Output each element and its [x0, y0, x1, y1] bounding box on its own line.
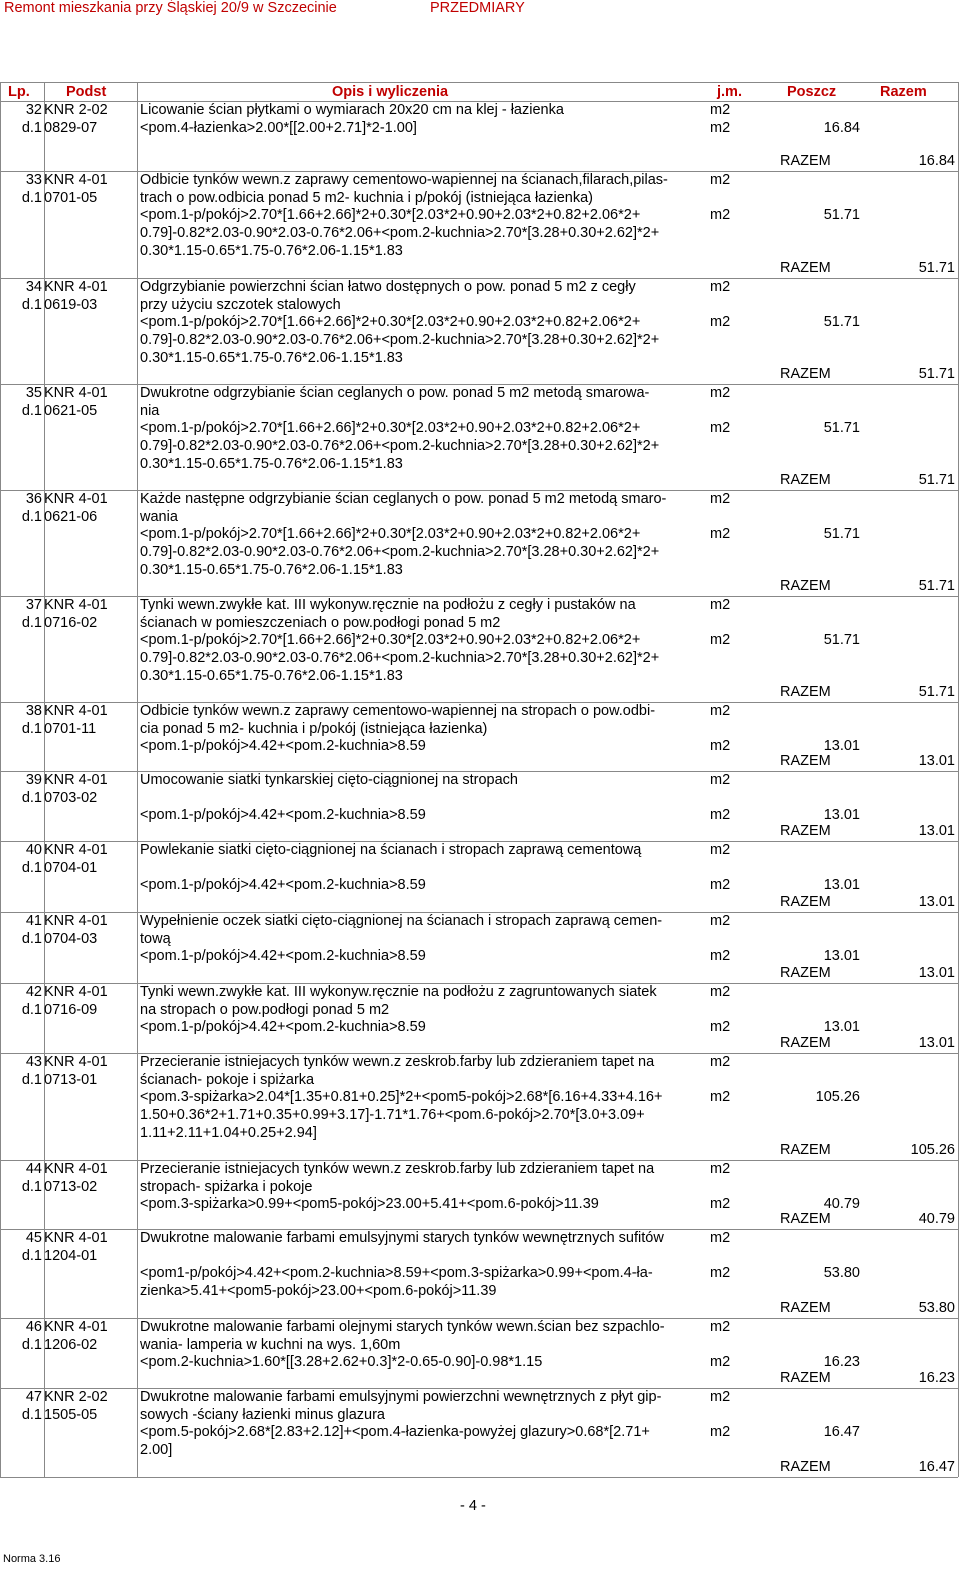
row-number	[2, 1319, 42, 1354]
total-label: RAZEM	[780, 1142, 831, 1159]
table-row	[0, 772, 960, 842]
row-lp-suffix: d.1	[21, 508, 42, 525]
catalog-position: 0829-07	[44, 119, 98, 136]
calculation-line: 0.30*1.15-0.65*1.75-0.76*2.06-1.15*1.83	[140, 455, 403, 472]
unit: m2	[710, 913, 731, 929]
table-row	[0, 279, 960, 385]
row-lp: 44	[25, 1161, 42, 1177]
calculation-line: 0.30*1.15-0.65*1.75-0.76*2.06-1.15*1.83	[140, 561, 403, 578]
calc-unit: m2	[710, 526, 731, 543]
calc-unit: m2	[710, 314, 731, 331]
row-lp: 46	[25, 1319, 42, 1335]
calculation-line: <pom.1-p/pokój>2.70*[1.66+2.66]*2+0.30*[2.03*2+0.90+2.03*2+0.82+2.06*2+	[140, 314, 641, 331]
description	[140, 913, 706, 966]
catalog-basis: KNR 4-01	[44, 842, 108, 858]
unit: m2	[710, 385, 731, 401]
unit: m2	[710, 1319, 731, 1335]
row-lp: 41	[25, 913, 42, 929]
description	[140, 172, 706, 260]
row-lp: 43	[25, 1054, 42, 1070]
catalog-code	[44, 913, 136, 948]
catalog-basis: KNR 4-01	[44, 172, 108, 188]
catalog-position: 0704-01	[44, 859, 98, 876]
row-lp-suffix: d.1	[21, 614, 42, 631]
partial-quantity: 53.80	[823, 1265, 860, 1282]
description	[140, 1161, 706, 1214]
calc-unit: m2	[710, 948, 731, 965]
calculation-line: <pom.1-p/pokój>2.70*[1.66+2.66]*2+0.30*[2.03*2+0.90+2.03*2+0.82+2.06*2+	[140, 526, 641, 543]
total-label: RAZEM	[780, 1211, 831, 1228]
total-label: RAZEM	[780, 894, 831, 911]
row-number	[2, 279, 42, 314]
row-lp: 45	[25, 1230, 42, 1246]
catalog-code	[44, 1054, 136, 1089]
row-lp: 36	[25, 491, 42, 507]
description	[140, 1230, 706, 1301]
catalog-code	[44, 597, 136, 632]
catalog-basis: KNR 4-01	[44, 491, 108, 507]
total-value: 51.71	[918, 472, 955, 489]
row-lp-suffix: d.1	[21, 1406, 42, 1423]
catalog-position: 0703-02	[44, 789, 98, 806]
description-line: Odbicie tynków wewn.z zaprawy cementowo-wapiennej na stropach o pow.odbi-	[140, 703, 656, 719]
row-lp-suffix: d.1	[21, 930, 42, 947]
partial-quantity: 51.71	[823, 207, 860, 224]
document-type: PRZEDMIARY	[430, 0, 525, 16]
description-line: stropach- spiżarka i pokoje	[140, 1178, 313, 1195]
partial-quantity: 105.26	[815, 1089, 860, 1106]
description	[140, 597, 706, 685]
row-number	[2, 597, 42, 632]
table-row	[0, 842, 960, 913]
row-lp: 40	[25, 842, 42, 858]
partial-quantity: 16.47	[823, 1424, 860, 1441]
total-value: 16.23	[918, 1370, 955, 1387]
calc-unit: m2	[710, 1196, 731, 1213]
row-lp: 47	[25, 1389, 42, 1405]
catalog-code	[44, 279, 136, 314]
description	[140, 491, 706, 579]
calculation-line: <pom.1-p/pokój>4.42+<pom.2-kuchnia>8.59	[140, 738, 426, 755]
row-number	[2, 842, 42, 877]
calc-unit: m2	[710, 877, 731, 894]
unit: m2	[710, 102, 731, 118]
table-row	[0, 385, 960, 491]
unit: m2	[710, 1161, 731, 1177]
total-value: 51.71	[918, 366, 955, 383]
description	[140, 1319, 706, 1372]
row-lp: 38	[25, 703, 42, 719]
calculation-line: 1.11+2.11+1.04+0.25+2.94]	[140, 1124, 317, 1141]
partial-quantity: 13.01	[823, 1019, 860, 1036]
description-line: sowych -ściany łazienki minus glazura	[140, 1406, 385, 1423]
catalog-basis: KNR 4-01	[44, 279, 108, 295]
row-lp: 42	[25, 984, 42, 1000]
table-row	[0, 1054, 960, 1161]
catalog-basis: KNR 4-01	[44, 597, 108, 613]
catalog-basis: KNR 4-01	[44, 1161, 108, 1177]
catalog-basis: KNR 4-01	[44, 385, 108, 401]
table-row	[0, 597, 960, 703]
catalog-basis: KNR 4-01	[44, 913, 108, 929]
calculation-line: <pom.1-p/pokój>2.70*[1.66+2.66]*2+0.30*[2.03*2+0.90+2.03*2+0.82+2.06*2+	[140, 207, 641, 224]
column-header-row	[0, 82, 960, 102]
catalog-basis: KNR 4-01	[44, 1230, 108, 1246]
total-label: RAZEM	[780, 1035, 831, 1052]
catalog-position: 0701-05	[44, 189, 98, 206]
total-label: RAZEM	[780, 823, 831, 840]
calc-unit: m2	[710, 1265, 731, 1282]
calculation-line: 0.79]-0.82*2.03-0.90*2.03-0.76*2.06+<pom.2-kuchnia>2.70*[3.28+0.30+2.62]*2+	[140, 438, 660, 455]
description-line: Tynki wewn.zwykłe kat. III wykonyw.ręcznie na podłożu z zagruntowanych siatek	[140, 984, 657, 1000]
unit: m2	[710, 597, 731, 613]
calculation-line: 1.50+0.36*2+1.71+0.35+0.99+3.17]-1.71*1.76+<pom.6-pokój>2.70*[3.0+3.09+	[140, 1107, 645, 1124]
total-label: RAZEM	[780, 965, 831, 982]
description	[140, 1389, 706, 1460]
total-value: 40.79	[918, 1211, 955, 1228]
calc-unit: m2	[710, 1424, 731, 1441]
row-number	[2, 102, 42, 137]
row-number	[2, 913, 42, 948]
row-lp-suffix: d.1	[21, 1001, 42, 1018]
calculation-line: 0.30*1.15-0.65*1.75-0.76*2.06-1.15*1.83	[140, 667, 403, 684]
table-row	[0, 1230, 960, 1319]
total-value: 53.80	[918, 1300, 955, 1317]
calculation-line: <pom.3-spiżarka>2.04*[1.35+0.81+0.25]*2+<pom5-pokój>2.68*[6.16+4.33+4.16+	[140, 1089, 663, 1106]
unit: m2	[710, 772, 731, 788]
total-value: 13.01	[918, 1035, 955, 1052]
partial-quantity: 13.01	[823, 738, 860, 755]
row-lp: 32	[25, 102, 42, 118]
total-value: 13.01	[918, 965, 955, 982]
description-line: Dwukrotne malowanie farbami olejnymi starych tynków wewn.ścian bez szpachlo-	[140, 1319, 665, 1335]
table-row	[0, 172, 960, 279]
total-label: RAZEM	[780, 260, 831, 277]
description-line: Dwukrotne malowanie farbami emulsyjnymi powierzchni wewnętrznych z płyt gip-	[140, 1389, 662, 1405]
row-lp-suffix: d.1	[21, 296, 42, 313]
row-number	[2, 1230, 42, 1265]
col-opis: Opis i wyliczenia	[332, 84, 449, 100]
catalog-position: 0619-03	[44, 296, 98, 313]
project-title: Remont mieszkania przy Śląskiej 20/9 w Szczecinie	[4, 0, 337, 16]
catalog-position: 0716-02	[44, 614, 98, 631]
description-line: Każde następne odgrzybianie ścian ceglanych o pow. ponad 5 m2 metodą smaro-	[140, 491, 667, 507]
description-line: Wypełnienie oczek siatki cięto-ciągnionej na ścianach i stropach zaprawą cemen-	[140, 913, 663, 929]
partial-quantity: 51.71	[823, 632, 860, 649]
row-divider	[0, 82, 958, 83]
row-lp: 39	[25, 772, 42, 788]
partial-quantity: 40.79	[823, 1196, 860, 1213]
calculation-line: <pom1-p/pokój>4.42+<pom.2-kuchnia>8.59+<pom.3-spiżarka>0.99+<pom.4-ła-	[140, 1265, 653, 1282]
calculation-line: <pom.5-pokój>2.68*[2.83+2.12]+<pom.4-łazienka-powyżej glazury>0.68*[2.71+	[140, 1424, 650, 1441]
row-lp-suffix: d.1	[21, 1247, 42, 1264]
row-lp: 33	[25, 172, 42, 188]
total-label: RAZEM	[780, 472, 831, 489]
catalog-position: 0701-11	[44, 720, 97, 737]
catalog-position: 0621-05	[44, 402, 98, 419]
description-line: Dwukrotne malowanie farbami emulsyjnymi starych tynków wewnętrznych sufitów	[140, 1230, 664, 1246]
catalog-basis: KNR 2-02	[44, 1389, 108, 1405]
row-lp-suffix: d.1	[21, 189, 42, 206]
description-line: Tynki wewn.zwykłe kat. III wykonyw.ręcznie na podłożu z cegły i pustaków na	[140, 597, 636, 613]
calc-unit: m2	[710, 807, 731, 824]
calculation-line: <pom.1-p/pokój>4.42+<pom.2-kuchnia>8.59	[140, 948, 426, 965]
description	[140, 279, 706, 367]
row-lp-suffix: d.1	[21, 789, 42, 806]
unit: m2	[710, 984, 731, 1000]
description	[140, 102, 706, 137]
catalog-position: 1505-05	[44, 1406, 98, 1423]
table-row	[0, 1319, 960, 1389]
description-line: ścianach w pomieszczeniach o pow.podłogi ponad 5 m2	[140, 614, 501, 631]
total-value: 105.26	[910, 1142, 955, 1159]
unit: m2	[710, 279, 731, 295]
description	[140, 842, 706, 895]
calculation-line: <pom.4-łazienka>2.00*[[2.00+2.71]*2-1.00]	[140, 119, 417, 136]
description-line: Dwukrotne odgrzybianie ścian ceglanych o pow. ponad 5 m2 metodą smarowa-	[140, 385, 650, 401]
total-label: RAZEM	[780, 578, 831, 595]
catalog-basis: KNR 2-02	[44, 102, 108, 118]
calculation-line: zienka>5.41+<pom5-pokój>23.00+<pom.6-pokój>11.39	[140, 1283, 497, 1300]
total-label: RAZEM	[780, 153, 831, 170]
description-line: Odbicie tynków wewn.z zaprawy cementowo-wapiennej na ścianach,filarach,pilas-	[140, 172, 668, 188]
partial-quantity: 13.01	[823, 948, 860, 965]
calculation-line: 0.79]-0.82*2.03-0.90*2.03-0.76*2.06+<pom.2-kuchnia>2.70*[3.28+0.30+2.62]*2+	[140, 225, 660, 242]
partial-quantity: 51.71	[823, 420, 860, 437]
partial-quantity: 16.84	[823, 119, 860, 136]
description	[140, 385, 706, 473]
row-number	[2, 172, 42, 207]
catalog-code	[44, 842, 136, 877]
catalog-basis: KNR 4-01	[44, 1319, 108, 1335]
catalog-code	[44, 1389, 136, 1424]
row-number	[2, 772, 42, 807]
table-row	[0, 491, 960, 597]
total-value: 13.01	[918, 894, 955, 911]
catalog-code	[44, 772, 136, 807]
page-number: - 4 -	[460, 1498, 486, 1514]
description-line: wania- lamperia w kuchni na wys. 1,60m	[140, 1336, 401, 1353]
total-label: RAZEM	[780, 1300, 831, 1317]
calculation-line: <pom.1-p/pokój>2.70*[1.66+2.66]*2+0.30*[2.03*2+0.90+2.03*2+0.82+2.06*2+	[140, 632, 641, 649]
calc-unit: m2	[710, 738, 731, 755]
catalog-code	[44, 102, 136, 137]
catalog-code	[44, 1161, 136, 1196]
description-line: wania	[140, 508, 178, 525]
description	[140, 772, 706, 825]
description-line: nia	[140, 402, 160, 419]
total-label: RAZEM	[780, 1459, 831, 1476]
row-number	[2, 703, 42, 738]
calculation-line: <pom.1-p/pokój>4.42+<pom.2-kuchnia>8.59	[140, 807, 426, 824]
total-value: 13.01	[918, 753, 955, 770]
unit: m2	[710, 842, 731, 858]
description-line: trach o pow.odbicia ponad 5 m2- kuchnia i p/pokój (istniejąca łazienka)	[140, 189, 593, 206]
catalog-code	[44, 984, 136, 1019]
catalog-basis: KNR 4-01	[44, 984, 108, 1000]
description-line	[140, 860, 706, 878]
description-line: Odgrzybianie powierzchni ścian łatwo dostępnych o pow. ponad 5 m2 z cegły	[140, 279, 636, 295]
total-value: 51.71	[918, 684, 955, 701]
col-razem: Razem	[880, 84, 927, 100]
description	[140, 1054, 706, 1142]
calculation-line: <pom.1-p/pokój>2.70*[1.66+2.66]*2+0.30*[2.03*2+0.90+2.03*2+0.82+2.06*2+	[140, 420, 641, 437]
unit: m2	[710, 1054, 731, 1070]
catalog-position: 0621-06	[44, 508, 98, 525]
row-lp-suffix: d.1	[21, 1071, 42, 1088]
catalog-position: 0716-09	[44, 1001, 98, 1018]
calculation-line: 0.79]-0.82*2.03-0.90*2.03-0.76*2.06+<pom.2-kuchnia>2.70*[3.28+0.30+2.62]*2+	[140, 650, 660, 667]
calc-unit: m2	[710, 1089, 731, 1106]
catalog-position: 0713-02	[44, 1178, 98, 1195]
description-line: Licowanie ścian płytkami o wymiarach 20x20 cm na klej - łazienka	[140, 102, 564, 118]
col-poszcz: Poszcz	[787, 84, 837, 100]
total-label: RAZEM	[780, 366, 831, 383]
col-podst: Podst	[66, 84, 107, 100]
catalog-code	[44, 172, 136, 207]
catalog-position: 0713-01	[44, 1071, 98, 1088]
row-lp-suffix: d.1	[21, 720, 42, 737]
catalog-code	[44, 1319, 136, 1354]
row-number	[2, 491, 42, 526]
row-number	[2, 984, 42, 1019]
calc-unit: m2	[710, 420, 731, 437]
description-line: cia ponad 5 m2- kuchnia i p/pokój (istniejąca łazienka)	[140, 720, 488, 737]
description-line: ścianach- pokoje i spiżarka	[140, 1071, 315, 1088]
partial-quantity: 51.71	[823, 314, 860, 331]
row-lp: 37	[25, 597, 42, 613]
row-lp: 34	[25, 279, 42, 295]
row-lp-suffix: d.1	[21, 859, 42, 876]
description-line	[140, 790, 706, 808]
row-lp-suffix: d.1	[21, 402, 42, 419]
row-number	[2, 1054, 42, 1089]
row-lp-suffix: d.1	[21, 119, 42, 136]
catalog-code	[44, 703, 136, 738]
description	[140, 703, 706, 756]
col-jm: j.m.	[717, 84, 742, 100]
description-line: Przecieranie istniejacych tynków wewn.z zeskrob.farby lub zdzieraniem tapet na	[140, 1054, 655, 1070]
partial-quantity: 13.01	[823, 807, 860, 824]
calculation-line: 0.79]-0.82*2.03-0.90*2.03-0.76*2.06+<pom.2-kuchnia>2.70*[3.28+0.30+2.62]*2+	[140, 544, 660, 561]
catalog-position: 1204-01	[44, 1247, 98, 1264]
norma-version: Norma 3.16	[3, 1553, 61, 1565]
unit: m2	[710, 1230, 731, 1246]
calculation-line: 2.00]	[140, 1442, 173, 1459]
total-label: RAZEM	[780, 684, 831, 701]
calculation-line: <pom.3-spiżarka>0.99+<pom5-pokój>23.00+5.41+<pom.6-pokój>11.39	[140, 1196, 599, 1213]
catalog-position: 0704-03	[44, 930, 98, 947]
description-line: Przecieranie istniejacych tynków wewn.z zeskrob.farby lub zdzieraniem tapet na	[140, 1161, 655, 1177]
catalog-code	[44, 385, 136, 420]
catalog-basis: KNR 4-01	[44, 703, 108, 719]
calculation-line: 0.30*1.15-0.65*1.75-0.76*2.06-1.15*1.83	[140, 349, 403, 366]
unit: m2	[710, 1389, 731, 1405]
row-number	[2, 1161, 42, 1196]
calc-unit: m2	[710, 119, 731, 136]
calculation-line: 0.79]-0.82*2.03-0.90*2.03-0.76*2.06+<pom.2-kuchnia>2.70*[3.28+0.30+2.62]*2+	[140, 332, 660, 349]
unit: m2	[710, 491, 731, 507]
row-lp-suffix: d.1	[21, 1336, 42, 1353]
col-lp: Lp.	[8, 84, 30, 100]
total-value: 16.84	[918, 153, 955, 170]
unit: m2	[710, 703, 731, 719]
calc-unit: m2	[710, 632, 731, 649]
description-line	[140, 1248, 706, 1266]
partial-quantity: 16.23	[823, 1354, 860, 1371]
partial-quantity: 13.01	[823, 877, 860, 894]
calculation-line: <pom.2-kuchnia>1.60*[[3.28+2.62+0.3]*2-0.65-0.90]-0.98*1.15	[140, 1354, 543, 1371]
catalog-basis: KNR 4-01	[44, 1054, 108, 1070]
catalog-position: 1206-02	[44, 1336, 98, 1353]
partial-quantity: 51.71	[823, 526, 860, 543]
table-row	[0, 913, 960, 984]
description	[140, 984, 706, 1037]
row-lp: 35	[25, 385, 42, 401]
row-lp-suffix: d.1	[21, 1178, 42, 1195]
table-row	[0, 1389, 960, 1478]
calculation-line: <pom.1-p/pokój>4.42+<pom.2-kuchnia>8.59	[140, 1019, 426, 1036]
calc-unit: m2	[710, 1354, 731, 1371]
calculation-line: 0.30*1.15-0.65*1.75-0.76*2.06-1.15*1.83	[140, 242, 403, 259]
total-value: 51.71	[918, 578, 955, 595]
total-value: 13.01	[918, 823, 955, 840]
catalog-code	[44, 491, 136, 526]
total-label: RAZEM	[780, 1370, 831, 1387]
table-row	[0, 1161, 960, 1230]
unit: m2	[710, 172, 731, 188]
total-value: 16.47	[918, 1459, 955, 1476]
description-line: tową	[140, 930, 171, 947]
calculation-line: <pom.1-p/pokój>4.42+<pom.2-kuchnia>8.59	[140, 877, 426, 894]
total-value: 51.71	[918, 260, 955, 277]
calc-unit: m2	[710, 207, 731, 224]
description-line: Powlekanie siatki cięto-ciągnionej na ścianach i stropach zaprawą cementową	[140, 842, 642, 858]
description-line: Umocowanie siatki tynkarskiej cięto-ciągnionej na stropach	[140, 772, 518, 788]
catalog-code	[44, 1230, 136, 1265]
description-line: na stropach o pow.podłogi ponad 5 m2	[140, 1001, 390, 1018]
calc-unit: m2	[710, 1019, 731, 1036]
table-row	[0, 984, 960, 1054]
table-row	[0, 703, 960, 772]
row-number	[2, 1389, 42, 1424]
table-row	[0, 102, 960, 172]
total-label: RAZEM	[780, 753, 831, 770]
description-line: przy użyciu szczotek stalowych	[140, 296, 341, 313]
row-number	[2, 385, 42, 420]
catalog-basis: KNR 4-01	[44, 772, 108, 788]
